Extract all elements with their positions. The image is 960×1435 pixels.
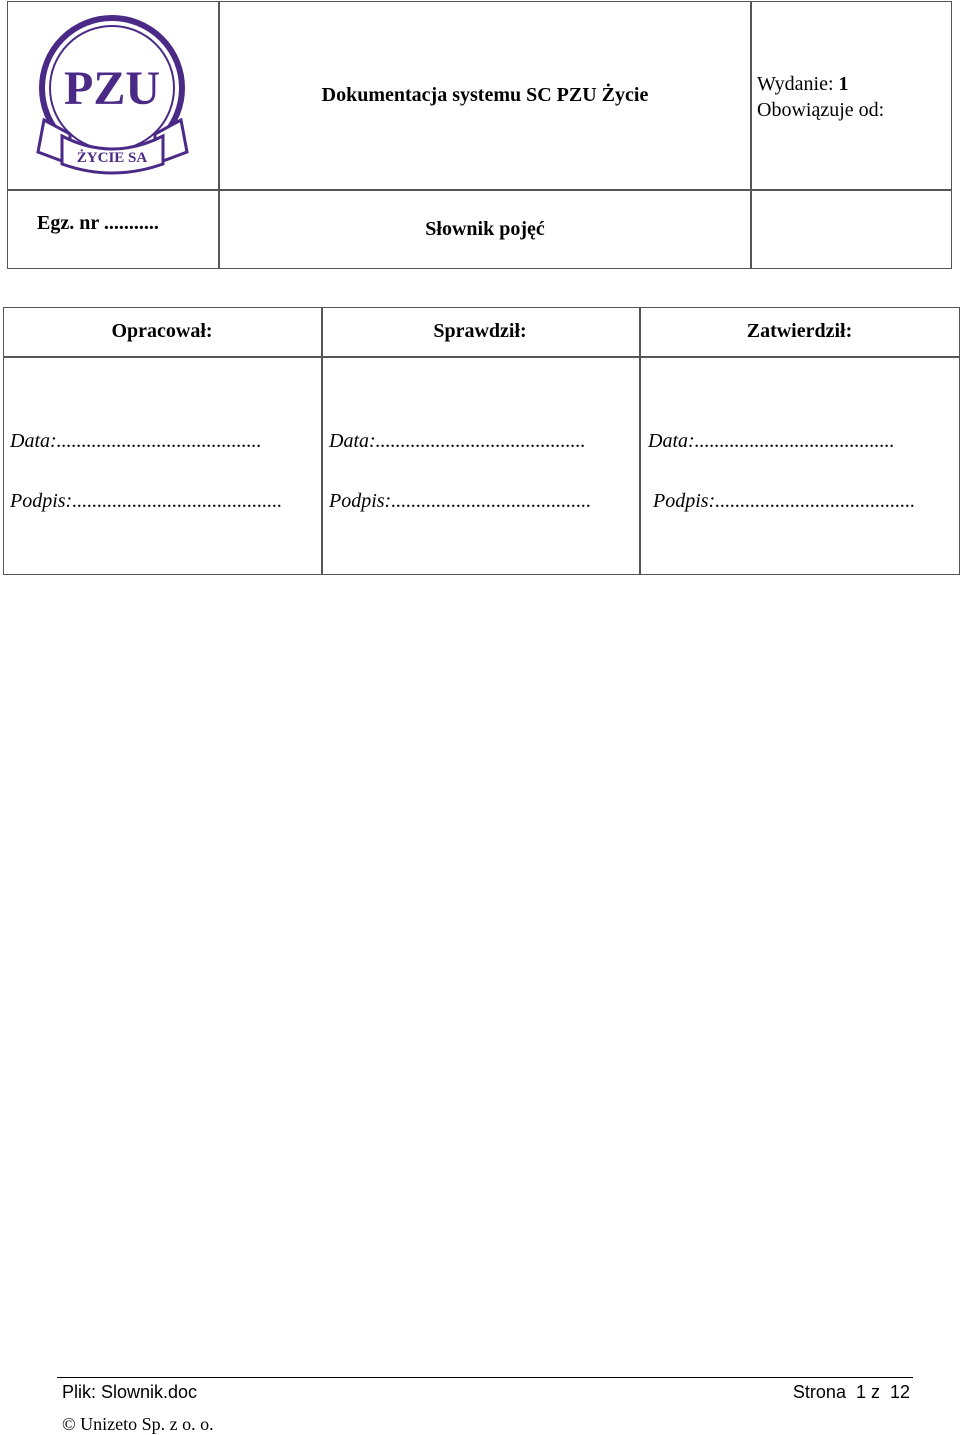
approved-by-heading: Zatwierdził: xyxy=(746,320,853,342)
signature-column-divider xyxy=(321,307,323,575)
copy-number: Egz. nr ........... xyxy=(37,212,159,234)
signature-header-divider xyxy=(3,356,960,358)
prepared-by-date: Data:......................................... xyxy=(10,430,262,452)
section-title: Słownik pojęć xyxy=(425,218,545,240)
pzu-logo xyxy=(30,12,195,182)
footer-page-number: Strona 1 z 12 xyxy=(792,1382,910,1402)
header-divider xyxy=(750,1,752,269)
checked-by-signature: Podpis:........................................ xyxy=(329,490,592,512)
approved-by-signature: Podpis:........................................ xyxy=(653,490,916,512)
valid-from-label: Obowiązuje od: xyxy=(757,99,885,121)
header-row-divider xyxy=(7,189,952,191)
footer-file-name: Plik: Slownik.doc xyxy=(62,1382,198,1402)
signature-column-divider xyxy=(639,307,641,575)
checked-by-date: Data:.......................................... xyxy=(329,430,586,452)
edition-label: Wydanie: xyxy=(757,73,834,95)
checked-by-heading: Sprawdził: xyxy=(433,320,527,342)
logo-text: PZU xyxy=(64,62,160,115)
document-title: Dokumentacja systemu SC PZU Życie xyxy=(321,84,649,106)
footer-copyright: © Unizeto Sp. z o. o. xyxy=(62,1414,214,1434)
logo-subtext: ŻYCIE SA xyxy=(76,150,148,166)
approved-by-date: Data:........................................ xyxy=(648,430,895,452)
edition-value: 1 xyxy=(838,73,849,95)
footer-rule xyxy=(57,1377,913,1378)
edition-info xyxy=(757,71,884,123)
prepared-by-signature: Podpis:.......................................... xyxy=(10,490,283,512)
prepared-by-heading: Opracował: xyxy=(111,320,213,342)
